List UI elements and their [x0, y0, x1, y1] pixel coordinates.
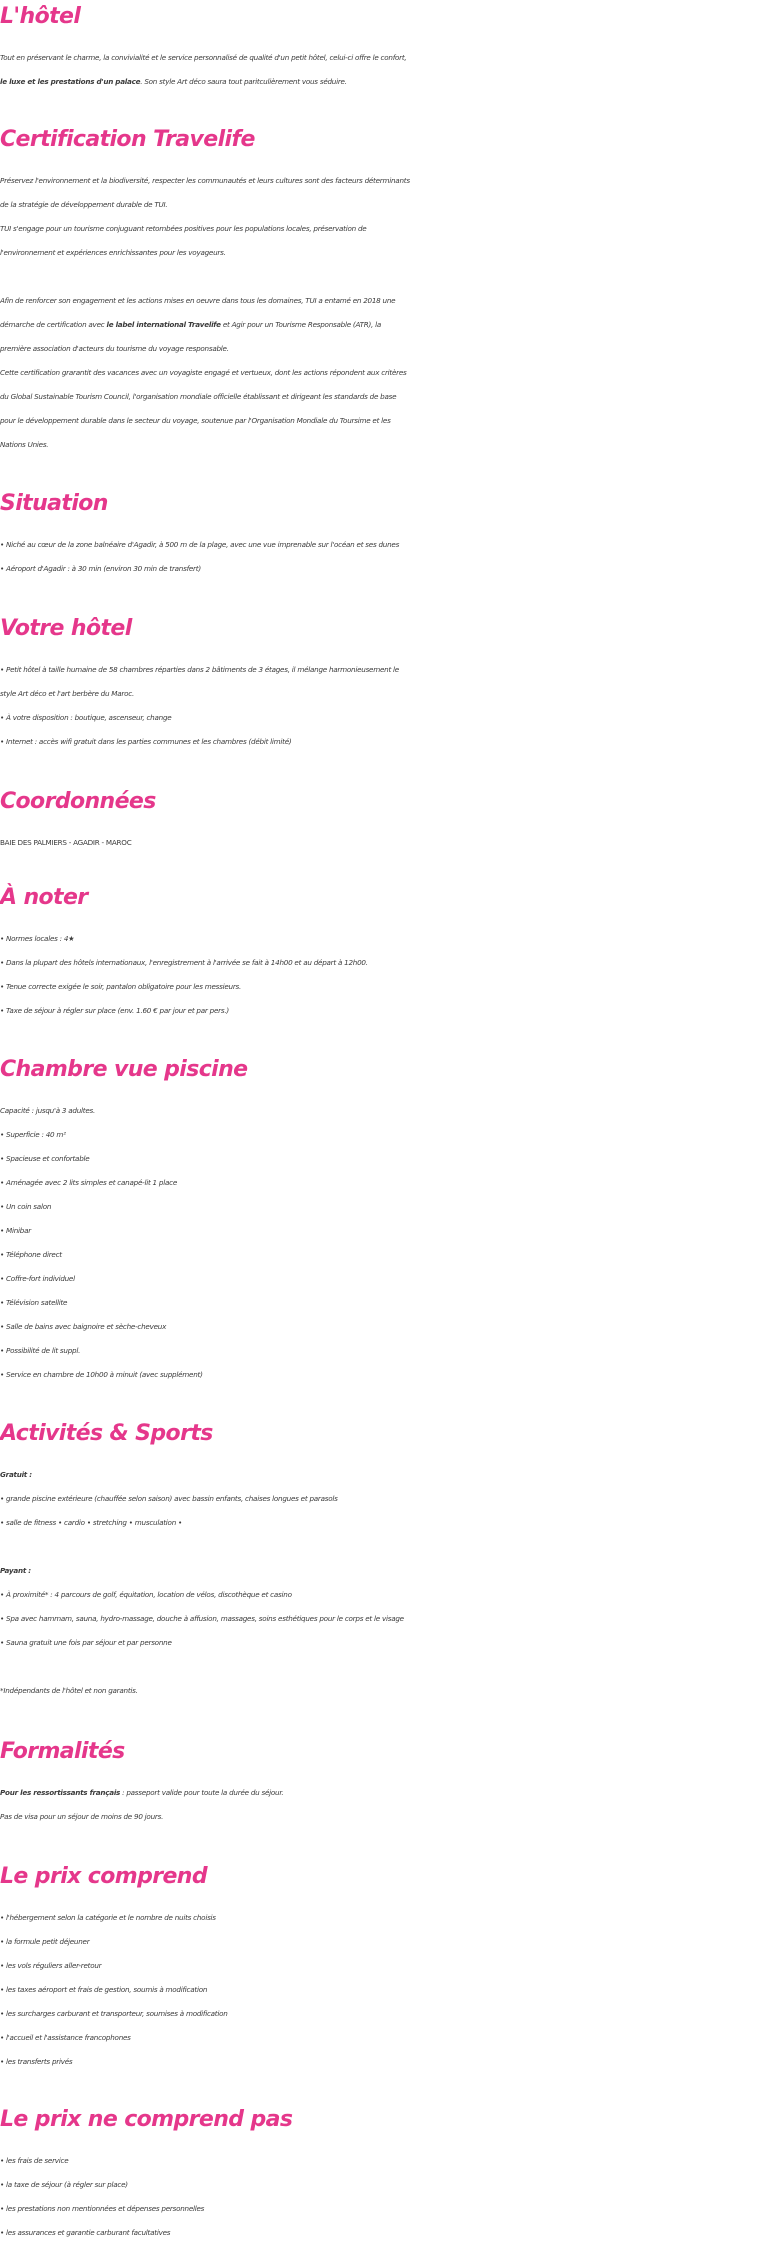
text-line: TUI s'engage pour un tourisme conjuguant retombées positives pour les populations locales, préservation de	[0, 224, 367, 233]
list-item: • Téléphone direct	[0, 1250, 62, 1259]
list-item: • les assurances et garantie carburant facultatives	[0, 2228, 171, 2237]
section-title-travelife: Certification Travelife	[0, 127, 255, 152]
list-item: • Minibar	[0, 1226, 31, 1235]
section-body-chambre	[0, 1099, 758, 1387]
list-item: • Sauna gratuit une fois par séjour et par personne	[0, 1638, 172, 1647]
section-travelife	[0, 125, 758, 457]
list-item: • Service en chambre de 10h00 à minuit (avec supplément)	[0, 1370, 203, 1379]
text-line: l'environnement et expériences enrichissantes pour les voyageurs.	[0, 248, 226, 257]
section-prix-comprend	[0, 1862, 758, 2074]
section-formalites	[0, 1737, 758, 1829]
list-item: • l'accueil et l'assistance francophones	[0, 2033, 131, 2042]
section-title-prix-ne-comprend: Le prix ne comprend pas	[0, 2107, 293, 2132]
list-item: • À proximité* : 4 parcours de golf, équitation, location de vélos, discothèque et casino	[0, 1590, 292, 1599]
text-line: Afin de renforcer son engagement et les actions mises en oeuvre dans tous les domaines, TUI a entamé en 2018 une	[0, 296, 396, 305]
paid-label: Payant :	[0, 1566, 31, 1575]
list-item: • Petit hôtel à taille humaine de 58 chambres réparties dans 2 bâtiments de 3 étages, il mélange harmonieusement le	[0, 665, 399, 674]
text-segment: . Son style Art déco saura tout paritculièrement vous séduire.	[140, 77, 347, 86]
spacer	[0, 1535, 758, 1559]
footnote: *Indépendants de l'hôtel et non garantis.	[0, 1686, 138, 1695]
list-item: • les prestations non mentionnées et dépenses personnelles	[0, 2204, 205, 2213]
section-title-situation: Situation	[0, 491, 108, 516]
section-prix-ne-comprend	[0, 2105, 758, 2245]
list-item: style Art déco et l'art berbère du Maroc.	[0, 689, 135, 698]
section-body-formalites	[0, 1781, 758, 1829]
text-line	[0, 1559, 758, 1583]
bold-text: le luxe et les prestations d'un palace	[0, 77, 141, 86]
text-line: Tout en préservant le charme, la convivialité et le service personnalisé de qualité d'un petit hôtel, celui-ci offre le confort,	[0, 53, 407, 62]
list-item: • la formule petit déjeuner	[0, 1937, 90, 1946]
list-item: • la taxe de séjour (à régler sur place)	[0, 2180, 128, 2189]
section-title-votre-hotel: Votre hôtel	[0, 616, 132, 641]
section-body-votre-hotel	[0, 658, 758, 754]
list-item: Capacité : jusqu'à 3 adultes.	[0, 1106, 96, 1115]
bold-text: Pour les ressortissants français	[0, 1788, 121, 1797]
section-title-activites: Activités & Sports	[0, 1421, 213, 1446]
list-item: • les taxes aéroport et frais de gestion, soumis à modification	[0, 1985, 208, 1994]
list-item: • Spa avec hammam, sauna, hydro-massage, douche à affusion, massages, soins esthétiques pour le corps et le visage	[0, 1614, 404, 1623]
section-hotel	[0, 2, 758, 94]
list-item: • grande piscine extérieure (chauffée selon saison) avec bassin enfants, chaises longues et parasols	[0, 1494, 338, 1503]
list-item: • les transferts privés	[0, 2057, 73, 2066]
section-coordonnees	[0, 787, 758, 855]
list-item: • Salle de bains avec baignoire et sèche-cheveux	[0, 1322, 167, 1331]
list-item: • l'hébergement selon la catégorie et le nombre de nuits choisis	[0, 1913, 216, 1922]
section-body-situation	[0, 533, 758, 581]
text-segment: démarche de certification avec	[0, 320, 107, 329]
text-line	[0, 313, 758, 337]
list-item: • Superficie : 40 m²	[0, 1130, 66, 1139]
text-line	[0, 1781, 758, 1805]
section-body-hotel	[0, 46, 758, 94]
list-item: • salle de fitness • cardio • stretching • musculation •	[0, 1518, 183, 1527]
list-item: • les frais de service	[0, 2156, 69, 2165]
section-body-coordonnees	[0, 831, 758, 855]
list-item: • Spacieuse et confortable	[0, 1154, 90, 1163]
list-item: • Niché au cœur de la zone balnéaire d'Agadir, à 500 m de la plage, avec une vue imprenable sur l'océan et ses dunes	[0, 540, 400, 549]
address-text: BAIE DES PALMIERS - AGADIR - MAROC	[0, 838, 132, 847]
list-item: • Possibilité de lit suppl.	[0, 1346, 81, 1355]
list-item: • Normes locales : 4★	[0, 934, 75, 943]
text-line: Préservez l'environnement et la biodiversité, respecter les communautés et leurs cultures sont des facteurs déterminants	[0, 176, 410, 185]
free-label: Gratuit :	[0, 1470, 32, 1479]
section-title-chambre: Chambre vue piscine	[0, 1057, 248, 1082]
bold-text: le label international Travelife	[106, 320, 221, 329]
text-line: pour le développement durable dans le secteur du voyage, soutenue par l'Organisation Mondiale du Toursime et les	[0, 416, 391, 425]
list-item: • Aéroport d'Agadir : à 30 min (environ 30 min de transfert)	[0, 564, 201, 573]
text-segment: et Agir pour un Tourisme Responsable (ATR), la	[220, 320, 382, 329]
text-segment: : passeport valide pour toute la durée du séjour.	[120, 1788, 284, 1797]
list-item: • Tenue correcte exigée le soir, pantalon obligatoire pour les messieurs.	[0, 982, 242, 991]
section-title-a-noter: À noter	[0, 885, 88, 910]
section-body-prix-comprend	[0, 1906, 758, 2074]
list-item: • Coffre-fort individuel	[0, 1274, 75, 1283]
list-item: • Internet : accès wifi gratuit dans les parties communes et les chambres (débit limité)	[0, 737, 292, 746]
list-item: • Un coin salon	[0, 1202, 52, 1211]
text-line: Cette certification grarantit des vacances avec un voyagiste engagé et vertueux, dont les actions répondent aux critères	[0, 368, 407, 377]
section-activites	[0, 1419, 758, 1703]
text-line	[0, 1463, 758, 1487]
section-body-activites	[0, 1463, 758, 1703]
section-body-a-noter	[0, 927, 758, 1023]
section-title-hotel: L'hôtel	[0, 4, 81, 29]
section-body-prix-ne-comprend	[0, 2149, 758, 2245]
spacer	[0, 265, 758, 289]
list-item: • Aménagée avec 2 lits simples et canapé-lit 1 place	[0, 1178, 177, 1187]
section-a-noter	[0, 883, 758, 1023]
section-title-coordonnees: Coordonnées	[0, 789, 156, 814]
text-line	[0, 70, 758, 94]
section-title-formalites: Formalités	[0, 1739, 125, 1764]
section-chambre	[0, 1055, 758, 1387]
spacer	[0, 1655, 758, 1679]
text-line: de la stratégie de développement durable de TUI.	[0, 200, 168, 209]
list-item: • les vols réguliers aller-retour	[0, 1961, 102, 1970]
list-item: • Dans la plupart des hôtels internationaux, l'enregistrement à l'arrivée se fait à 14h00 et au départ à 12h00.	[0, 958, 368, 967]
text-line: première association d'acteurs du tourisme du voyage responsable.	[0, 344, 229, 353]
list-item: • les surcharges carburant et transporteur, soumises à modification	[0, 2009, 228, 2018]
section-body-travelife	[0, 169, 758, 457]
list-item: • Télévision satellite	[0, 1298, 68, 1307]
list-item: • Taxe de séjour à régler sur place (env. 1.60 € par jour et par pers.)	[0, 1006, 229, 1015]
list-item: • À votre disposition : boutique, ascenseur, change	[0, 713, 172, 722]
text-line: Pas de visa pour un séjour de moins de 90 jours.	[0, 1812, 164, 1821]
section-votre-hotel	[0, 614, 758, 754]
section-situation	[0, 489, 758, 581]
text-line: du Global Sustainable Tourism Council, l'organisation mondiale officielle établissant et dirigeant les standards de base	[0, 392, 397, 401]
text-line: Nations Unies.	[0, 440, 49, 449]
section-title-prix-comprend: Le prix comprend	[0, 1864, 207, 1889]
